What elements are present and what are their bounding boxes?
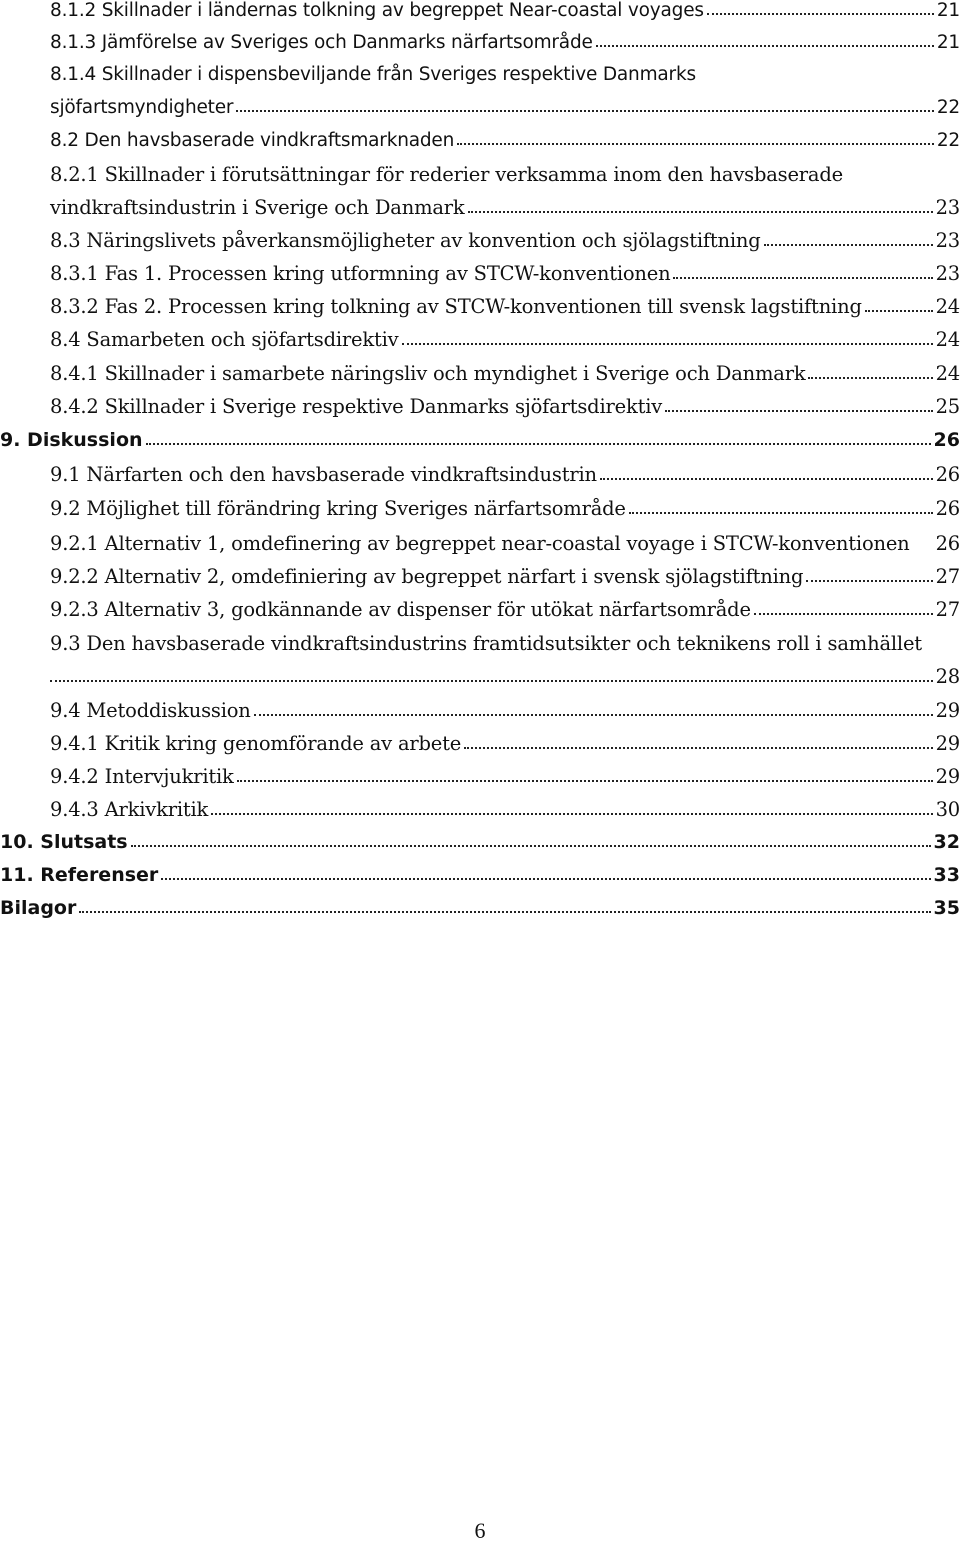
- toc-entry-page: 29: [935, 699, 960, 722]
- toc-entry-chapter[interactable]: [0, 429, 960, 451]
- toc-entry-label: 9. Diskussion: [0, 429, 143, 451]
- toc-entry-line[interactable]: 9.3 Den havsbaserade vindkraftsindustrins framtidsutsikter och teknikens roll i samhället: [50, 632, 922, 655]
- dot-leader: [468, 211, 933, 213]
- toc-entry[interactable]: [50, 765, 960, 788]
- dot-leader: [237, 780, 933, 782]
- page-number: 6: [474, 1518, 486, 1543]
- dot-leader: [50, 680, 933, 682]
- toc-entry[interactable]: [50, 262, 960, 285]
- toc-entry-label: 10. Slutsats: [0, 831, 128, 853]
- toc-entry-page: 29: [935, 765, 960, 788]
- toc-entry[interactable]: [50, 295, 960, 318]
- toc-entry-page: 29: [935, 732, 960, 755]
- toc-entry-page: 21: [936, 32, 960, 53]
- toc-entry-label: 9.2.2 Alternativ 2, omdefiniering av begreppet närfart i svensk sjölagstiftning: [50, 565, 804, 588]
- dot-leader: [865, 310, 933, 312]
- toc-entry-label: vindkraftsindustrin i Sverige och Danmark: [50, 196, 465, 219]
- dot-leader: [754, 613, 933, 615]
- toc-entry-page: 22: [936, 130, 960, 151]
- toc-entry-page: 24: [935, 328, 960, 351]
- toc-entry-chapter[interactable]: [0, 864, 960, 886]
- toc-entry[interactable]: [50, 732, 960, 755]
- dot-leader: [673, 277, 932, 279]
- toc-entry-label: 9.4.1 Kritik kring genomförande av arbete: [50, 732, 462, 755]
- toc-entry-label: 8.1.3 Jämförelse av Sveriges och Danmarks närfartsområde: [50, 32, 593, 53]
- toc-entry-label: 8.2 Den havsbaserade vindkraftsmarknaden: [50, 130, 455, 151]
- dot-leader: [806, 580, 932, 582]
- toc-entry-page: 30: [935, 798, 960, 821]
- toc-entry-label: 9.4.2 Intervjukritik: [50, 765, 234, 788]
- toc-entry[interactable]: [50, 565, 960, 588]
- toc-entry-page: 26: [933, 429, 960, 451]
- toc-entry-page: 27: [935, 598, 960, 621]
- toc-entry-page: 21: [936, 0, 960, 21]
- toc-entry-label: 8.4.1 Skillnader i samarbete näringsliv och myndighet i Sverige och Danmark: [50, 362, 806, 385]
- toc-entry-label: 8.1.2 Skillnader i ländernas tolkning av begreppet Near-coastal voyages: [50, 0, 704, 21]
- toc-entry-page: 33: [933, 864, 960, 886]
- toc-entry-label: 8.3.2 Fas 2. Processen kring tolkning av STCW-konventionen till svensk lagstiftning: [50, 295, 862, 318]
- dot-leader: [457, 143, 934, 145]
- toc-entry[interactable]: [50, 97, 960, 118]
- toc-entry-page: 26: [935, 532, 960, 555]
- toc-entry[interactable]: [50, 463, 960, 486]
- toc-entry[interactable]: [50, 395, 960, 418]
- dot-leader: [146, 443, 931, 445]
- toc-entry-label: Bilagor: [0, 897, 77, 919]
- dot-leader: [402, 343, 933, 345]
- toc-entry-label: 11. Referenser: [0, 864, 159, 886]
- dot-leader: [764, 244, 933, 246]
- toc-entry-page: 35: [933, 897, 960, 919]
- dot-leader: [629, 512, 933, 514]
- toc-entry[interactable]: [50, 32, 960, 53]
- toc-entry[interactable]: [50, 229, 960, 252]
- toc-entry-label: sjöfartsmyndigheter: [50, 97, 234, 118]
- dot-leader: [131, 845, 931, 847]
- toc-entry[interactable]: [50, 699, 960, 722]
- toc-entry[interactable]: [50, 798, 960, 821]
- toc-entry-label: 9.4 Metoddiskussion: [50, 699, 251, 722]
- dot-leader: [665, 410, 933, 412]
- toc-entry-page: 26: [935, 497, 960, 520]
- toc-entry-label: 8.4.2 Skillnader i Sverige respektive Danmarks sjöfartsdirektiv: [50, 395, 663, 418]
- toc-entry-label: 8.3.1 Fas 1. Processen kring utformning av STCW-konventionen: [50, 262, 671, 285]
- toc-entry-label: 9.1 Närfarten och den havsbaserade vindkraftsindustrin: [50, 463, 597, 486]
- toc-entry-page: 28: [935, 665, 960, 688]
- toc-entry-page: 32: [933, 831, 960, 853]
- dot-leader: [596, 45, 934, 47]
- toc-entry[interactable]: [50, 497, 960, 520]
- dot-leader: [808, 377, 932, 379]
- toc-entry-label: 9.4.3 Arkivkritik: [50, 798, 209, 821]
- toc-entry[interactable]: [50, 328, 960, 351]
- toc-entry-page: 22: [936, 97, 960, 118]
- toc-entry[interactable]: [50, 362, 960, 385]
- dot-leader: [254, 714, 933, 716]
- toc-entry[interactable]: [50, 532, 960, 555]
- toc-entry-chapter[interactable]: [0, 831, 960, 853]
- toc-entry-label: 9.2.3 Alternativ 3, godkännande av dispenser för utökat närfartsområde: [50, 598, 751, 621]
- toc-entry[interactable]: [50, 130, 960, 151]
- toc-entry[interactable]: [50, 196, 960, 219]
- toc-entry-page: 26: [935, 463, 960, 486]
- toc-entry[interactable]: [50, 0, 960, 21]
- toc-entry-page: 25: [935, 395, 960, 418]
- toc-entry-page: 27: [935, 565, 960, 588]
- dot-leader: [211, 813, 932, 815]
- toc-entry-label: 9.2.1 Alternativ 1, omdefinering av begreppet near-coastal voyage i STCW-konventionen: [50, 532, 910, 555]
- toc-entry-label: 9.2 Möjlighet till förändring kring Sveriges närfartsområde: [50, 497, 626, 520]
- dot-leader: [236, 110, 934, 112]
- toc-entry[interactable]: [50, 665, 960, 688]
- dot-leader: [707, 13, 934, 15]
- toc-entry-page: 23: [935, 196, 960, 219]
- toc-entry[interactable]: [50, 598, 960, 621]
- toc-entry-label: 8.3 Näringslivets påverkansmöjligheter av konvention och sjölagstiftning: [50, 229, 761, 252]
- toc-entry-page: 24: [935, 362, 960, 385]
- toc-entry-label: 8.4 Samarbeten och sjöfartsdirektiv: [50, 328, 399, 351]
- dot-leader: [600, 478, 933, 480]
- dot-leader: [161, 878, 930, 880]
- toc-entry-chapter[interactable]: [0, 897, 960, 919]
- toc-entry-line[interactable]: 8.1.4 Skillnader i dispensbeviljande från Sveriges respektive Danmarks: [50, 64, 696, 85]
- toc-entry-page: 24: [935, 295, 960, 318]
- dot-leader: [464, 747, 932, 749]
- toc-entry-line[interactable]: 8.2.1 Skillnader i förutsättningar för rederier verksamma inom den havsbaserade: [50, 163, 843, 186]
- dot-leader: [79, 911, 930, 913]
- toc-entry-page: 23: [935, 229, 960, 252]
- toc-entry-page: 23: [935, 262, 960, 285]
